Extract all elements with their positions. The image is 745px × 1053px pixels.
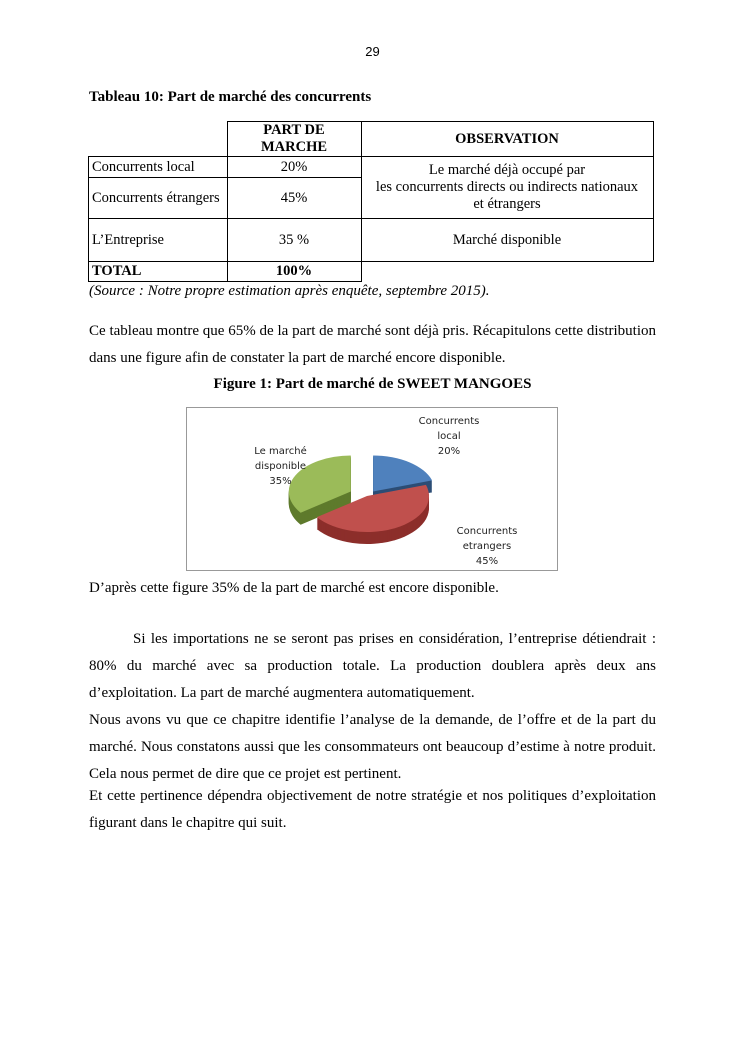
observation-cell: [361, 157, 653, 219]
table-header-row: [89, 122, 654, 157]
label-line: Concurrents: [456, 526, 518, 537]
label-line: 45%: [475, 556, 499, 567]
label-line: 20%: [437, 446, 461, 457]
label-line: disponible: [254, 461, 307, 472]
observation-line: les concurrents directs ou indirects nationaux: [375, 179, 639, 195]
header-empty: [89, 122, 228, 157]
paragraph-1: Ce tableau montre que 65% de la part de marché sont déjà pris. Récapitulons cette distribution dans une figure afin de constater la part de marché encore disponible.: [89, 323, 656, 366]
figure-title: Figure 1: Part de marché de SWEET MANGOES: [213, 376, 532, 392]
pie-chart: [186, 407, 558, 571]
label-line: local: [437, 431, 461, 442]
page-number: 29: [365, 44, 380, 59]
row-label: Concurrents local: [89, 157, 228, 178]
row-value: 35 %: [227, 219, 361, 262]
paragraph-3: Si les importations ne se seront pas prises en considération, l’entreprise détiendrait : 80% du marché avec sa production totale. La production doublera après deux ans d’exploitation. La part de marché augmentera automatiquement.: [89, 631, 656, 701]
total-label: TOTAL: [89, 262, 228, 282]
total-value: 100%: [227, 262, 361, 282]
header-observation: OBSERVATION: [361, 122, 653, 157]
label-line: Concurrents: [418, 416, 480, 427]
paragraph-2: D’après cette figure 35% de la part de marché est encore disponible.: [89, 580, 499, 596]
paragraph-5: Et cette pertinence dépendra objectivement de notre stratégie et nos politiques d’exploitation figurant dans le chapitre qui suit.: [89, 788, 656, 831]
table-total-row: [89, 262, 654, 282]
paragraph-4: Nous avons vu que ce chapitre identifie l’analyse de la demande, de l’offre et de la part du marché. Nous constatons aussi que les consommateurs ont beaucoup d’estime à notre produit. Cela nous permet de dire que ce projet est pertinent.: [89, 712, 656, 782]
observation-line: et étrangers: [473, 196, 541, 212]
market-share-table: [88, 121, 654, 282]
table-row: [89, 157, 654, 178]
row-label: L’Entreprise: [89, 219, 228, 262]
observation-line: Le marché déjà occupé par: [428, 162, 586, 178]
header-part: PART DE MARCHE: [227, 122, 361, 157]
table-row: [89, 219, 654, 262]
label-line: 35%: [269, 476, 292, 487]
label-etrangers: [447, 524, 527, 569]
row-value: 45%: [227, 178, 361, 219]
label-line: etrangers: [462, 541, 512, 552]
table-source: (Source : Notre propre estimation après enquête, septembre 2015).: [89, 283, 490, 299]
row-value: 20%: [227, 157, 361, 178]
table-title: Tableau 10: Part de marché des concurrents: [89, 89, 372, 105]
observation-cell-2: Marché disponible: [361, 219, 653, 262]
label-line: Le marché: [254, 446, 307, 457]
label-disponible: [243, 444, 318, 489]
row-label: Concurrents étrangers: [89, 178, 228, 219]
label-local: [409, 414, 489, 459]
